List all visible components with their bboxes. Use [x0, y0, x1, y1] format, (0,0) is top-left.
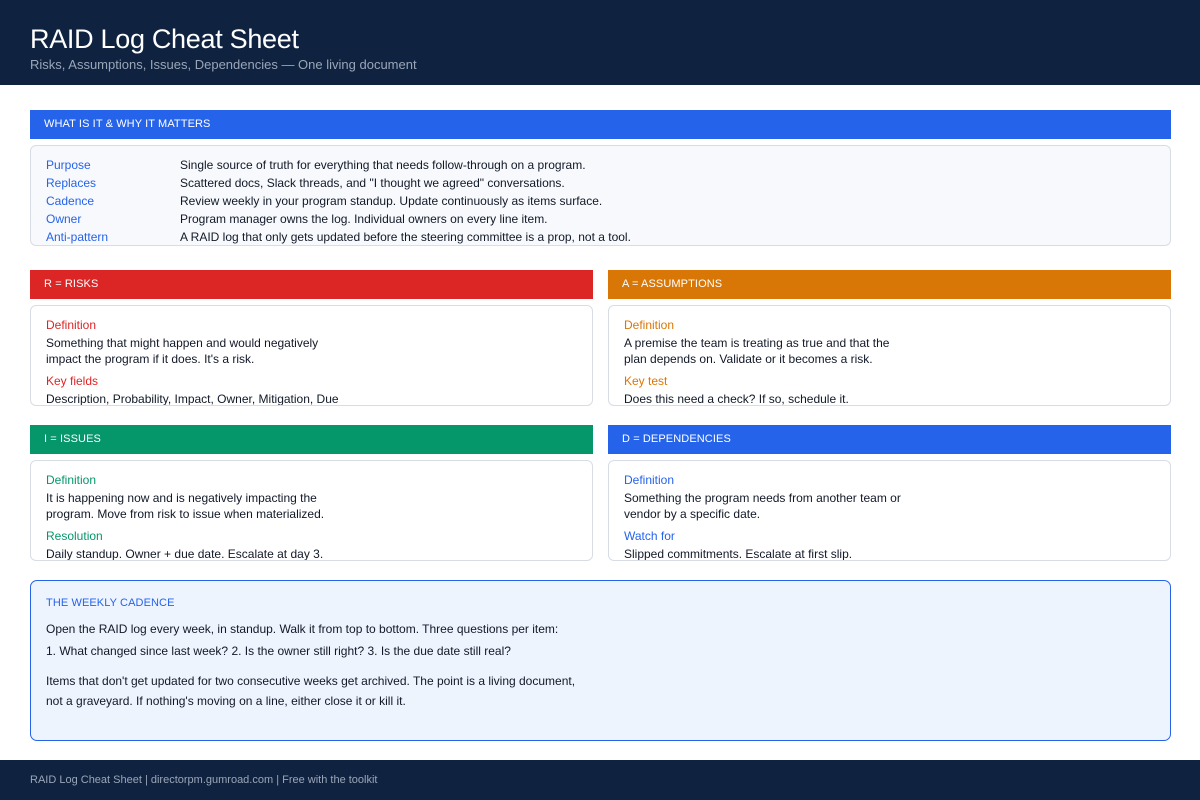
kv-row-purpose [46, 157, 1155, 175]
kv-row-cadence [46, 193, 1155, 211]
dependencies-definition-text: Something the program needs from another team or vendor by a specific date. [624, 491, 901, 521]
risks-definition-text: Something that might happen and would negatively impact the program if it does. It's a risk. [46, 336, 319, 366]
section-header-what-is-it: WHAT IS IT & WHY IT MATTERS [30, 110, 1171, 139]
footer-text: RAID Log Cheat Sheet | directorpm.gumroad.com | Free with the toolkit [30, 774, 378, 786]
risks-key-fields-text: Description, Probability, Impact, Owner, Mitigation, Due [46, 392, 339, 406]
risks-key-fields-label: Key fields [46, 374, 99, 388]
assumptions-definition-label: Definition [624, 318, 675, 332]
issues-definition-text: It is happening now and is negatively impacting the program. Move from risk to issue when materialized. [46, 491, 325, 521]
kv-value: A RAID log that only gets updated before the steering committee is a prop, not a tool. [180, 230, 631, 244]
section-header-assumptions: A = ASSUMPTIONS [608, 270, 1171, 299]
header [0, 0, 1200, 85]
section-header-risks: R = RISKS [30, 270, 593, 299]
weekly-cadence-intro: Open the RAID log every week, in standup. Walk it from top to bottom. Three questions per item: [46, 622, 559, 636]
weekly-cadence-questions: 1. What changed since last week? 2. Is the owner still right? 3. Is the due date still real? [46, 644, 511, 658]
assumptions-key-test-label: Key test [624, 374, 668, 388]
weekly-cadence-box [30, 580, 1171, 741]
issues-definition-label: Definition [46, 473, 97, 487]
kv-key: Replaces [46, 176, 97, 190]
kv-key: Anti-pattern [46, 230, 109, 244]
dependencies-card [608, 460, 1171, 561]
weekly-cadence-archive-note: Items that don't get updated for two consecutive weeks get archived. The point is a living document, not a graveyard. If nothing's moving on a line, either close it or kill it. [46, 674, 576, 708]
assumptions-key-test-text: Does this need a check? If so, schedule it. [624, 392, 849, 406]
kv-row-anti-pattern [46, 229, 1155, 246]
kv-key: Purpose [46, 158, 91, 172]
footer [0, 760, 1200, 800]
kv-value: Review weekly in your program standup. Update continuously as items surface. [180, 194, 603, 208]
risks-card [30, 305, 593, 406]
page-subtitle: Risks, Assumptions, Issues, Dependencies — One living document [30, 57, 417, 72]
dependencies-watch-for-label: Watch for [624, 529, 675, 543]
issues-resolution-text: Daily standup. Owner + due date. Escalate at day 3. [46, 547, 324, 561]
page-title: RAID Log Cheat Sheet [30, 24, 299, 54]
kv-value: Scattered docs, Slack threads, and "I thought we agreed" conversations. [180, 176, 565, 190]
kv-row-owner [46, 211, 1155, 229]
dependencies-watch-for-text: Slipped commitments. Escalate at first slip. [624, 547, 853, 561]
issues-resolution-label: Resolution [46, 529, 103, 543]
section-header-issues: I = ISSUES [30, 425, 593, 454]
kv-key: Cadence [46, 194, 95, 208]
weekly-cadence-title: THE WEEKLY CADENCE [46, 597, 175, 609]
issues-card [30, 460, 593, 561]
what-is-it-box [30, 145, 1171, 246]
section-header-dependencies: D = DEPENDENCIES [608, 425, 1171, 454]
dependencies-definition-label: Definition [624, 473, 675, 487]
assumptions-card [608, 305, 1171, 406]
risks-definition-label: Definition [46, 318, 97, 332]
kv-key: Owner [46, 212, 82, 226]
assumptions-definition-text: A premise the team is treating as true and that the plan depends on. Validate or it becomes a risk. [624, 336, 890, 366]
kv-value: Single source of truth for everything that needs follow-through on a program. [180, 158, 586, 172]
kv-row-replaces [46, 175, 1155, 193]
kv-value: Program manager owns the log. Individual owners on every line item. [180, 212, 548, 226]
